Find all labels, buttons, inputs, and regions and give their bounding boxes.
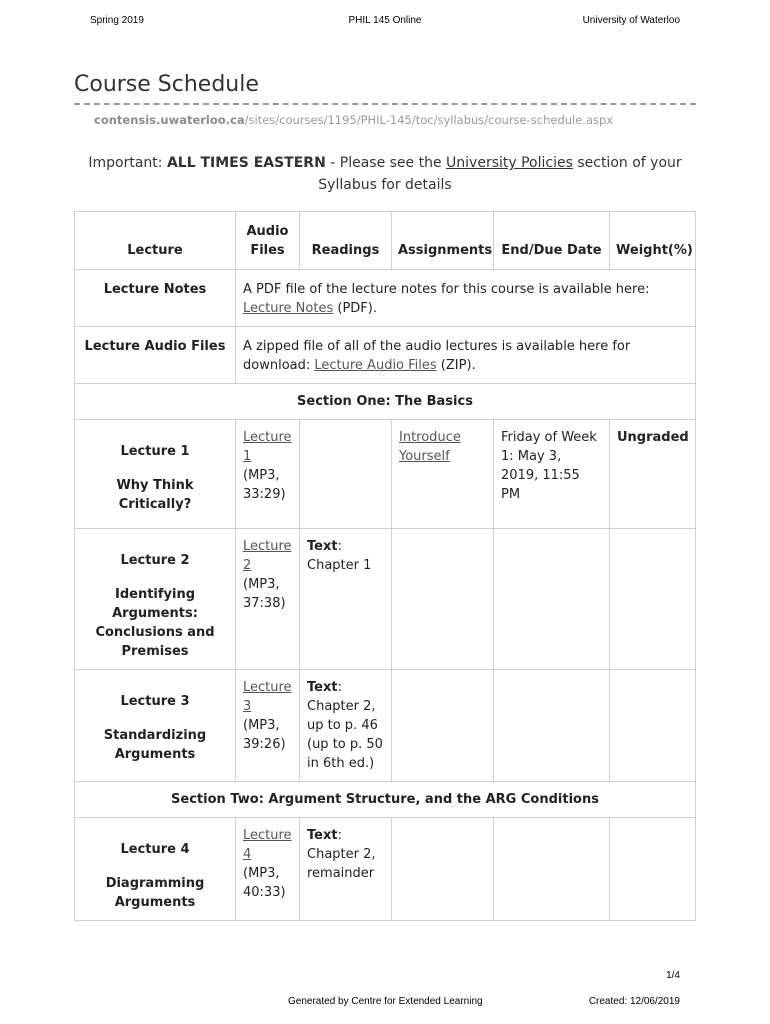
source-url[interactable]: [94, 113, 613, 127]
introduce-yourself-link[interactable]: Introduce Yourself: [399, 430, 461, 464]
schedule-table: [74, 211, 696, 921]
lecture-3-name: Lecture 3: [120, 694, 190, 709]
col-header-lecture: Lecture: [75, 212, 236, 270]
lecture-1-readings: [300, 420, 392, 529]
university-policies-link[interactable]: University Policies: [446, 155, 573, 171]
lecture-1-assignment: [392, 420, 494, 529]
lecture-1-weight: Ungraded: [610, 420, 696, 529]
lecture-4-audio-info: (MP3, 40:33): [243, 866, 286, 900]
table-row: [75, 670, 696, 782]
lecture-1-cell: [75, 420, 236, 529]
lecture-3-reading-text: Chapter 2, up to p. 46 (up to p. 50 in 6th ed.): [307, 699, 383, 771]
lecture-4-cell: [75, 818, 236, 921]
col-header-due: End/Due Date: [494, 212, 610, 270]
lecture-3-due: [494, 670, 610, 782]
lecture-3-weight: [610, 670, 696, 782]
header-course: PHIL 145 Online: [348, 15, 422, 26]
important-label: Important:: [88, 155, 163, 171]
lecture-4-weight: [610, 818, 696, 921]
lecture-3-reading-label: Text: [307, 680, 338, 695]
lecture-1-audio-link[interactable]: Lecture 1: [243, 430, 292, 464]
header-term: Spring 2019: [90, 15, 144, 26]
table-header-row: [75, 212, 696, 270]
lecture-4-due: [494, 818, 610, 921]
important-text-after: section of your Syllabus for details: [318, 155, 682, 193]
lecture-4-name: Lecture 4: [120, 842, 190, 857]
section-two-heading: Section Two: Argument Structure, and the ARG Conditions: [75, 782, 696, 818]
header-university: University of Waterloo: [582, 15, 680, 26]
lecture-notes-text: A PDF file of the lecture notes for this course is available here:: [243, 282, 650, 297]
lecture-audio-link[interactable]: Lecture Audio Files: [314, 358, 437, 373]
lecture-notes-label: Lecture Notes: [75, 270, 236, 327]
lecture-1-audio: [236, 420, 300, 529]
lecture-audio-label: Lecture Audio Files: [75, 327, 236, 384]
page-number: 1/4: [666, 970, 680, 981]
lecture-notes-link[interactable]: Lecture Notes: [243, 301, 334, 316]
lecture-4-audio: [236, 818, 300, 921]
important-text-before: - Please see the: [325, 155, 447, 171]
lecture-2-assignment: [392, 529, 494, 670]
lecture-2-subtitle: Identifying Arguments: Conclusions and Premises: [95, 587, 215, 659]
lecture-notes-suffix: (PDF).: [333, 301, 377, 316]
lecture-audio-suffix: (ZIP).: [436, 358, 476, 373]
lecture-audio-cell: [236, 327, 696, 384]
lecture-1-subtitle: Why Think Critically?: [116, 478, 194, 512]
section-row: [75, 384, 696, 420]
lecture-2-due: [494, 529, 610, 670]
lecture-2-audio-info: (MP3, 37:38): [243, 577, 286, 611]
lecture-2-name: Lecture 2: [120, 553, 190, 568]
col-header-weight: Weight(%): [610, 212, 696, 270]
col-header-readings: Readings: [300, 212, 392, 270]
lecture-2-audio: [236, 529, 300, 670]
lecture-3-cell: [75, 670, 236, 782]
lecture-4-reading-text: Chapter 2, remainder: [307, 847, 376, 881]
lecture-3-subtitle: Standardizing Arguments: [103, 728, 207, 762]
lecture-2-readings: Text: Chapter 1: [300, 529, 392, 670]
lecture-2-audio-link[interactable]: Lecture 2: [243, 539, 292, 573]
section-one-heading: Section One: The Basics: [75, 384, 696, 420]
lecture-3-audio: [236, 670, 300, 782]
table-row: [75, 818, 696, 921]
lecture-1-audio-info: (MP3, 33:29): [243, 468, 286, 502]
lecture-2-reading-label: Text: [307, 539, 338, 554]
lecture-4-assignment: [392, 818, 494, 921]
lecture-audio-text: A zipped file of all of the audio lectures is available here for download:: [243, 339, 631, 373]
lecture-4-subtitle: Diagramming Arguments: [105, 876, 205, 910]
lecture-3-audio-info: (MP3, 39:26): [243, 718, 286, 752]
section-row: [75, 782, 696, 818]
table-row: [75, 327, 696, 384]
important-notice: [74, 152, 696, 196]
footer-generated: Generated by Centre for Extended Learning: [288, 996, 483, 1007]
table-row: [75, 529, 696, 670]
url-path: /sites/courses/1195/PHIL-145/toc/syllabus/course-schedule.aspx: [244, 113, 614, 127]
footer-created: Created: 12/06/2019: [588, 996, 680, 1007]
lecture-4-audio-link[interactable]: Lecture 4: [243, 828, 292, 862]
col-header-audio: Audio Files: [236, 212, 300, 270]
table-row: [75, 270, 696, 327]
col-header-assignments: Assignments: [392, 212, 494, 270]
lecture-1-name: Lecture 1: [120, 444, 190, 459]
important-emphasis: ALL TIMES EASTERN: [166, 155, 326, 171]
lecture-4-readings: Text: Chapter 2, remainder: [300, 818, 392, 921]
lecture-notes-cell: [236, 270, 696, 327]
lecture-1-due: Friday of Week 1: May 3, 2019, 11:55 PM: [494, 420, 610, 529]
lecture-2-weight: [610, 529, 696, 670]
lecture-3-audio-link[interactable]: Lecture 3: [243, 680, 292, 714]
lecture-3-assignment: [392, 670, 494, 782]
table-row: [75, 420, 696, 529]
lecture-2-reading-text: Chapter 1: [307, 558, 372, 573]
lecture-2-cell: [75, 529, 236, 670]
page-title: Course Schedule: [74, 72, 696, 105]
lecture-3-readings: Text: Chapter 2, up to p. 46 (up to p. 50 in 6th ed.): [300, 670, 392, 782]
url-domain: contensis.uwaterloo.ca: [94, 113, 245, 127]
lecture-4-reading-label: Text: [307, 828, 338, 843]
